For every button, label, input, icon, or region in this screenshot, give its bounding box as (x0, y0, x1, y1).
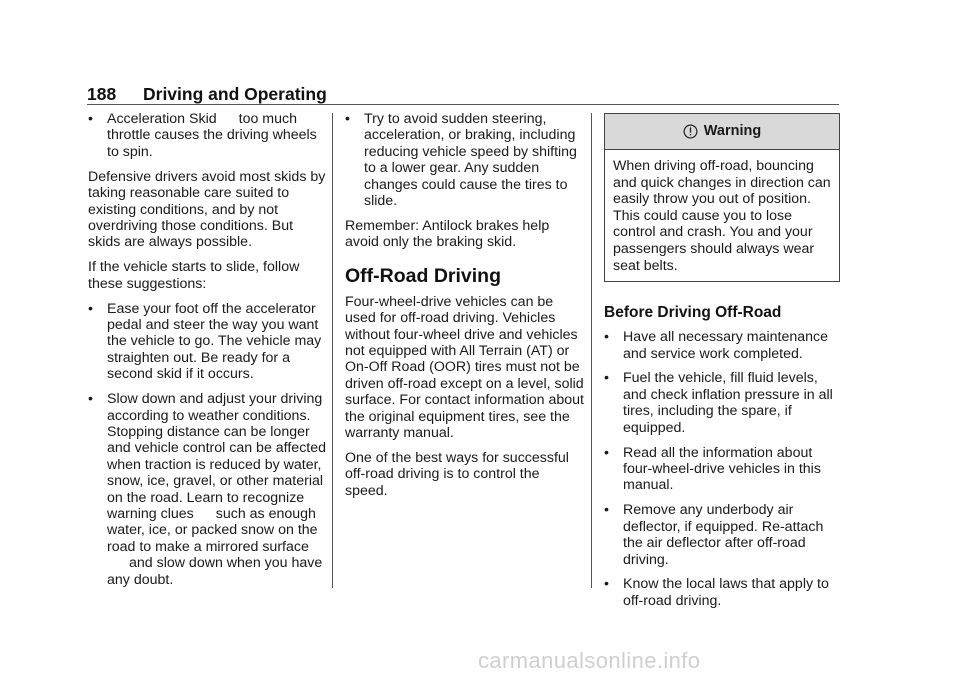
bullet-glyph: • (345, 111, 350, 127)
section-title: Off-Road Driving (345, 264, 501, 287)
column-1 (88, 111, 328, 596)
bullet-glyph: • (604, 329, 609, 346)
chapter-title: Driving and Operating (143, 84, 327, 104)
column-divider-1 (332, 113, 333, 588)
bullet-glyph: • (604, 576, 609, 593)
page-number: 188 (87, 84, 117, 104)
bullet-ease-foot: • Ease your foot off the accelerator pedal and steer the way you want the vehicle to go. The vehicle may straighten out. Be ready for a second skid if it occurs. (88, 300, 322, 383)
bullet-glyph: • (604, 502, 609, 519)
bullet-glyph: • (88, 111, 93, 127)
list-item: • Know the local laws that apply to off-road driving. (604, 576, 829, 609)
paragraph-speed: One of the best ways for successful off-road driving is to control the speed. (345, 449, 569, 499)
warning-text: When driving off-road, bouncing and quick changes in direction can easily throw you out of position. This could cause you to lose control and crash. You and your passengers should always wear seat belts. (613, 158, 831, 274)
paragraph-4wd: Four-wheel-drive vehicles can be used for off-road driving. Vehicles without four-wheel drive and vehicles not equipped with All Terrain (AT) or On-Off Road (OOR) tires must not be driven off-road except on a level, solid surface. For contact information about the original equipment tires, see the warranty manual. (345, 293, 584, 441)
watermark: carmanualsonline.info (478, 648, 701, 673)
column-3 (604, 111, 840, 618)
list-item: • Read all the information about four-wheel-drive vehicles in this manual. (604, 444, 821, 494)
paragraph-remember: Remember: Antilock brakes help avoid only the braking skid. (345, 217, 550, 251)
bullet-glyph: • (604, 370, 609, 387)
paragraph-defensive: Defensive drivers avoid most skids by taking reasonable care suited to existing conditions, and by not overdriving those conditions. But skids are always possible. (88, 168, 326, 251)
warning-box (604, 113, 840, 282)
warning-icon (683, 124, 698, 139)
bullet-slow-down: • Slow down and adjust your driving according to weather conditions. Stopping distance can be longer and vehicle control can be affected when traction is reduced by water, snow, ice, gravel, or other material on the road. Learn to recognize warning clues such as enough water, ice, or packed snow on the road to make a mirrored surfaceand slow down when you have any doubt. (88, 391, 327, 588)
bullet-glyph: • (88, 391, 93, 408)
bullet-avoid-sudden: • Try to avoid sudden steering, acceleration, or braking, including reducing vehicle speed by shifting to a lower gear. Any sudden changes could cause the tires to slide. (345, 111, 577, 210)
page-header (87, 84, 327, 105)
bullet-glyph: • (88, 300, 93, 317)
list-item: • Remove any underbody air deflector, if equipped. Re-attach the air deflector after off-road driving. (604, 502, 824, 568)
subheading-before-offroad: Before Driving Off-Road (604, 304, 782, 322)
bullet-glyph: • (604, 444, 609, 461)
warning-header (605, 114, 839, 150)
bullet-acceleration-skid: • Acceleration Skid too much throttle causes the driving wheels to spin. (88, 111, 317, 160)
list-item: • Have all necessary maintenance and service work completed. (604, 329, 829, 362)
column-divider-2 (591, 113, 592, 588)
column-2 (345, 111, 585, 508)
list-item: • Fuel the vehicle, fill fluid levels, and check inflation pressure in all tires, including the spare, if equipped. (604, 370, 833, 436)
warning-title: Warning (703, 123, 762, 140)
header-rule (87, 104, 839, 105)
paragraph-slide-intro: If the vehicle starts to slide, follow these suggestions: (88, 259, 300, 292)
